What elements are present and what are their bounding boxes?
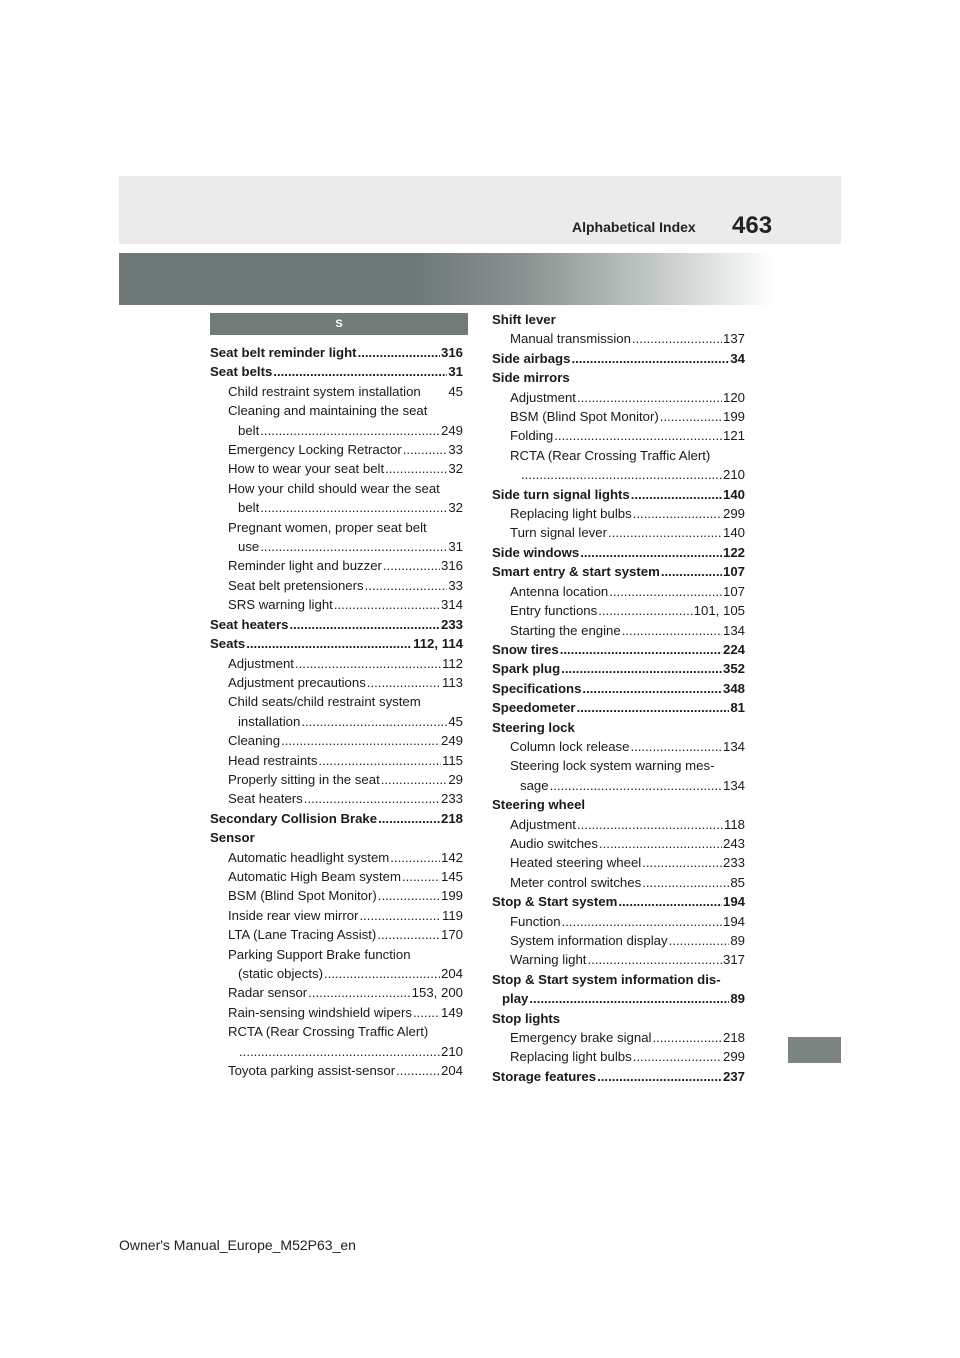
index-page-reference: 134	[722, 738, 745, 754]
index-entry: Cleaning and maintaining the seat	[228, 403, 428, 419]
index-leader-dots	[301, 712, 447, 731]
index-leader-dots	[632, 329, 722, 348]
index-entry: Steering lock	[492, 719, 575, 735]
index-entry-text: Function	[510, 913, 561, 929]
index-entry	[210, 1042, 463, 1061]
index-page-reference: 153, 200	[411, 985, 463, 1001]
index-page-reference: 233	[440, 791, 463, 807]
index-entry: Side mirrors	[492, 370, 570, 386]
index-entry-text: Automatic High Beam system	[228, 868, 401, 884]
index-entry-text: Storage features	[492, 1068, 597, 1084]
index-entry-text: Starting the engine	[510, 622, 621, 638]
index-leader-dots	[318, 751, 441, 770]
index-entry-text: Rain-sensing windshield wipers	[228, 1004, 412, 1020]
index-entry-text: Replacing light bulbs	[510, 1049, 632, 1065]
index-entry-text: System information display	[510, 933, 668, 948]
index-entry	[492, 1047, 745, 1066]
index-entry	[210, 886, 463, 905]
index-entry: RCTA (Rear Crossing Traffic Alert)	[228, 1024, 429, 1040]
index-entry	[492, 659, 745, 678]
index-leader-dots	[521, 465, 722, 484]
index-leader-dots	[608, 523, 722, 542]
index-page-reference: 243	[722, 835, 745, 851]
index-leader-dots	[630, 737, 722, 756]
index-entry	[210, 770, 463, 789]
index-leader-dots	[413, 1003, 440, 1022]
index-leader-dots	[571, 349, 729, 368]
index-leader-dots	[577, 388, 722, 407]
index-page-reference: 218	[440, 810, 463, 826]
index-entry	[210, 343, 463, 362]
index-entry-text: How to wear your seat belt	[228, 461, 385, 477]
index-entry	[210, 498, 463, 517]
index-entry	[492, 950, 745, 969]
index-page-reference: 89	[730, 933, 745, 948]
index-entry	[210, 595, 463, 614]
index-leader-dots	[562, 912, 722, 931]
index-entry	[210, 789, 463, 808]
index-page-reference: 121	[722, 428, 745, 444]
index-leader-dots	[377, 925, 440, 944]
index-page-reference: 112, 114	[413, 636, 463, 652]
index-page-reference: 112	[441, 655, 463, 671]
index-entry	[210, 906, 463, 925]
index-leader-dots	[358, 343, 440, 362]
index-entry	[210, 382, 463, 401]
index-letter-heading: S	[210, 313, 468, 335]
index-leader-dots	[385, 459, 447, 478]
index-entry	[492, 834, 745, 853]
index-page-reference: 348	[722, 680, 745, 696]
chapter-thumb-tab	[788, 1037, 841, 1063]
index-page-reference: 29	[448, 771, 463, 787]
index-page-reference: 249	[440, 733, 463, 749]
index-entry-text: Seat belt pretensioners	[228, 577, 364, 593]
index-page-reference: 134	[722, 777, 745, 793]
index-page-reference: 32	[448, 461, 463, 477]
index-page-reference: 199	[440, 888, 463, 904]
index-entry-text: belt	[238, 500, 260, 516]
index-entry	[492, 815, 745, 834]
index-entry-text: Entry functions	[510, 603, 598, 619]
index-page-reference: 199	[722, 409, 745, 425]
index-entry-text: Speedometer	[492, 700, 576, 716]
index-page-reference: 316	[440, 345, 463, 360]
index-page-reference: 115	[441, 752, 463, 768]
index-page-reference: 317	[722, 952, 745, 968]
index-leader-dots	[381, 770, 448, 789]
index-entry-text: Column lock release	[510, 738, 630, 754]
index-page-reference: 107	[722, 583, 745, 599]
index-entry-text: Reminder light and buzzer	[228, 558, 382, 574]
index-page-reference: 134	[722, 622, 745, 638]
index-entry-text: Antenna location	[510, 583, 609, 599]
index-leader-dots	[652, 1028, 722, 1047]
index-leader-dots	[281, 731, 440, 750]
index-entry	[492, 426, 745, 445]
index-entry	[492, 1067, 745, 1086]
index-entry-text: BSM (Blind Spot Monitor)	[510, 409, 659, 425]
index-leader-dots	[598, 601, 692, 620]
decorative-gradient-bar	[119, 253, 774, 305]
index-entry	[492, 892, 745, 911]
index-page-reference: 34	[730, 350, 745, 366]
index-entry-text: Snow tires	[492, 641, 559, 657]
index-page-reference: 299	[722, 1049, 745, 1065]
index-entry: Steering wheel	[492, 797, 586, 813]
index-leader-dots	[554, 426, 722, 445]
index-entry-text: use	[238, 539, 260, 555]
index-entry-text: SRS warning light	[228, 597, 333, 613]
index-entry-text: Replacing light bulbs	[510, 506, 632, 522]
index-entry	[210, 576, 463, 595]
index-entry-text: Secondary Collision Brake	[210, 810, 378, 826]
index-entry	[210, 964, 463, 983]
index-entry-text: Adjustment precautions	[228, 674, 366, 690]
index-page-reference: 170	[440, 927, 463, 943]
index-leader-dots	[304, 789, 440, 808]
index-entry	[492, 679, 745, 698]
index-entry: Sensor	[210, 830, 255, 846]
index-entry	[492, 562, 745, 581]
index-entry	[210, 673, 463, 692]
index-leader-dots	[599, 834, 722, 853]
index-entry-text: Side airbags	[492, 350, 571, 366]
index-entry	[492, 853, 745, 872]
index-entry	[210, 556, 463, 575]
index-entry	[492, 504, 745, 523]
index-page-reference: 314	[440, 597, 463, 613]
index-entry	[210, 440, 463, 459]
index-page-reference: 233	[440, 616, 463, 632]
index-page-reference: 101, 105	[693, 603, 745, 619]
index-page-reference: 210	[440, 1043, 463, 1059]
index-page-reference: 33	[448, 577, 463, 593]
index-page-reference: 32	[448, 500, 463, 516]
index-leader-dots	[587, 950, 722, 969]
index-entry	[210, 654, 463, 673]
index-leader-dots	[402, 867, 440, 886]
index-entry	[210, 1061, 463, 1080]
index-leader-dots	[561, 659, 722, 678]
index-page-reference: 89	[730, 991, 745, 1007]
index-entry	[492, 640, 745, 659]
index-page-reference: 145	[440, 868, 463, 884]
index-leader-dots	[390, 848, 440, 867]
index-entry	[492, 465, 745, 484]
index-entry-text: Inside rear view mirror	[228, 907, 359, 923]
index-entry-text: Adjustment	[510, 816, 576, 832]
index-entry-text: Emergency Locking Retractor	[228, 442, 402, 458]
index-page-reference: 45	[448, 383, 463, 399]
index-entry-text: Adjustment	[228, 655, 294, 671]
index-entry-text: Properly sitting in the seat	[228, 771, 380, 787]
index-entry-text: BSM (Blind Spot Monitor)	[228, 888, 377, 904]
index-entry: Child seats/child restraint system	[228, 694, 421, 710]
index-entry: Stop lights	[492, 1010, 561, 1026]
index-leader-dots	[642, 873, 729, 892]
index-entry	[492, 698, 745, 717]
index-page-reference: 31	[448, 364, 463, 380]
index-page-reference: 149	[440, 1004, 463, 1020]
index-entry-text: Stop & Start system	[492, 894, 618, 910]
index-leader-dots	[308, 983, 410, 1002]
index-entry	[492, 737, 745, 756]
index-leader-dots	[367, 673, 441, 692]
index-entry-text: Smart entry & start system	[492, 564, 660, 580]
index-entry	[492, 931, 745, 950]
index-page-reference: 210	[722, 467, 745, 483]
index-leader-dots	[260, 498, 447, 517]
index-entry-text: Seat belt reminder light	[210, 345, 357, 360]
index-entry-text: Heated steering wheel	[510, 855, 642, 871]
index-entry: RCTA (Rear Crossing Traffic Alert)	[510, 447, 711, 463]
index-entry-text: Automatic headlight system	[228, 849, 390, 865]
index-entry	[492, 1028, 745, 1047]
index-entry	[210, 925, 463, 944]
index-entry-text: Head restraints	[228, 752, 318, 768]
index-page-reference: 107	[722, 564, 745, 580]
index-entry	[492, 582, 745, 601]
index-entry	[210, 634, 463, 653]
index-entry: How your child should wear the seat	[228, 480, 440, 496]
index-entry	[492, 989, 745, 1008]
index-entry: Shift lever	[492, 312, 556, 327]
index-entry-text: Seat heaters	[210, 616, 289, 632]
index-leader-dots	[289, 615, 440, 634]
index-page-reference: 233	[722, 855, 745, 871]
index-entry	[210, 983, 463, 1002]
index-entry	[492, 523, 745, 542]
index-leader-dots	[359, 906, 441, 925]
index-entry	[210, 459, 463, 478]
index-page-reference: 118	[723, 816, 745, 832]
index-entry-text: Manual transmission	[510, 331, 631, 347]
index-leader-dots	[365, 576, 448, 595]
index-entry-text: Cleaning	[228, 733, 281, 749]
index-entry	[492, 543, 745, 562]
index-entry-text: sage	[520, 777, 549, 793]
index-leader-dots	[577, 698, 730, 717]
index-page-reference: 33	[448, 442, 463, 458]
index-leader-dots	[633, 504, 722, 523]
index-page-reference: 194	[722, 894, 745, 910]
index-entry: Pregnant women, proper seat belt	[228, 519, 427, 535]
index-leader-dots	[560, 640, 722, 659]
index-entry: Parking Support Brake function	[228, 946, 411, 962]
index-entry-text: Audio switches	[510, 835, 598, 851]
index-entry-text: Child restraint system installation	[228, 383, 421, 399]
index-leader-dots	[246, 634, 412, 653]
index-entry: Steering lock system warning mes-	[510, 758, 715, 774]
index-entry-text: Side windows	[492, 544, 580, 560]
index-leader-dots	[239, 1042, 440, 1061]
index-entry	[492, 349, 745, 368]
index-leader-dots	[273, 362, 447, 381]
index-leader-dots	[580, 543, 722, 562]
index-entry	[210, 421, 463, 440]
index-entry	[210, 362, 463, 381]
index-leader-dots	[631, 485, 722, 504]
index-entry-text: Seats	[210, 636, 246, 652]
index-entry-text: play	[502, 991, 529, 1007]
index-leader-dots	[633, 1047, 722, 1066]
index-entry-text: Meter control switches	[510, 874, 642, 890]
footer-manual-id: Owner's Manual_Europe_M52P63_en	[119, 1237, 356, 1253]
index-leader-dots	[529, 989, 729, 1008]
index-entry-text: Turn signal lever	[510, 525, 607, 541]
index-entry	[492, 485, 745, 504]
index-leader-dots	[661, 562, 722, 581]
index-leader-dots	[396, 1061, 440, 1080]
index-page-reference: 120	[722, 389, 745, 405]
index-entry-text: Adjustment	[510, 389, 576, 405]
index-entry-text: Emergency brake signal	[510, 1030, 652, 1046]
index-entry-text: (static objects)	[238, 966, 324, 981]
index-leader-dots	[550, 776, 722, 795]
index-leader-dots	[260, 421, 440, 440]
index-entry	[492, 873, 745, 892]
index-page-reference: 137	[722, 331, 745, 347]
section-title: Alphabetical Index	[572, 219, 696, 235]
index-leader-dots	[383, 556, 440, 575]
index-page-reference: 249	[440, 422, 463, 438]
index-leader-dots	[660, 407, 722, 426]
index-leader-dots	[609, 582, 722, 601]
index-entry-text: LTA (Lane Tracing Assist)	[228, 927, 377, 943]
index-column-right	[492, 310, 745, 1086]
index-page-reference: 81	[730, 700, 745, 716]
index-page-reference: 352	[722, 661, 745, 677]
index-entry	[492, 329, 745, 348]
index-entry-text: Folding	[510, 428, 554, 444]
index-page-reference: 316	[440, 558, 463, 574]
index-entry	[492, 388, 745, 407]
index-column-left	[210, 343, 463, 1080]
index-page-reference: 119	[441, 907, 463, 923]
index-page-reference: 122	[722, 544, 745, 560]
index-entry	[210, 809, 463, 828]
index-leader-dots	[403, 440, 448, 459]
index-entry-text: Specifications	[492, 680, 582, 696]
index-page-reference: 237	[722, 1068, 745, 1084]
index-entry	[210, 615, 463, 634]
index-page-reference: 194	[722, 913, 745, 929]
index-entry-text: Warning light	[510, 952, 587, 968]
index-entry	[492, 912, 745, 931]
index-leader-dots	[618, 892, 722, 911]
index-entry	[210, 537, 463, 556]
index-page-reference: 140	[722, 486, 745, 502]
index-page-reference: 85	[730, 874, 745, 890]
index-leader-dots	[577, 815, 723, 834]
index-entry-text: installation	[238, 713, 301, 729]
index-leader-dots	[324, 964, 440, 983]
index-leader-dots	[669, 931, 730, 950]
page-number: 463	[732, 212, 773, 239]
index-entry-text: Seat belts	[210, 364, 273, 380]
index-entry	[210, 1003, 463, 1022]
index-leader-dots	[597, 1067, 722, 1086]
index-leader-dots	[378, 886, 440, 905]
index-entry-text: Spark plug	[492, 661, 561, 677]
index-leader-dots	[622, 621, 722, 640]
index-entry-text: Seat heaters	[228, 791, 303, 807]
index-page-reference: 204	[440, 1063, 463, 1079]
index-page-reference: 140	[722, 525, 745, 541]
index-leader-dots	[334, 595, 440, 614]
index-page-reference: 299	[722, 506, 745, 522]
index-entry: Stop & Start system information dis-	[492, 971, 721, 987]
index-entry-text: belt	[238, 422, 260, 438]
index-page-reference: 204	[440, 966, 463, 981]
index-entry	[210, 848, 463, 867]
index-entry	[210, 731, 463, 750]
index-page-reference: 45	[448, 713, 463, 729]
index-entry-text: Toyota parking assist-sensor	[228, 1063, 396, 1079]
index-entry	[210, 712, 463, 731]
index-leader-dots	[260, 537, 447, 556]
index-entry	[210, 867, 463, 886]
index-entry-text: Radar sensor	[228, 985, 308, 1001]
index-page-reference: 31	[448, 539, 463, 555]
index-page-reference: 224	[722, 641, 745, 657]
index-entry	[492, 601, 745, 620]
index-entry-text: Side turn signal lights	[492, 486, 630, 502]
index-leader-dots	[582, 679, 722, 698]
index-page-reference: 113	[441, 674, 463, 690]
index-entry	[492, 407, 745, 426]
index-leader-dots	[378, 809, 440, 828]
index-page-reference: 218	[722, 1030, 745, 1046]
index-leader-dots	[642, 853, 722, 872]
index-entry	[210, 751, 463, 770]
index-entry	[492, 776, 745, 795]
index-entry	[492, 621, 745, 640]
index-leader-dots	[295, 654, 441, 673]
index-page-reference: 142	[440, 849, 463, 865]
